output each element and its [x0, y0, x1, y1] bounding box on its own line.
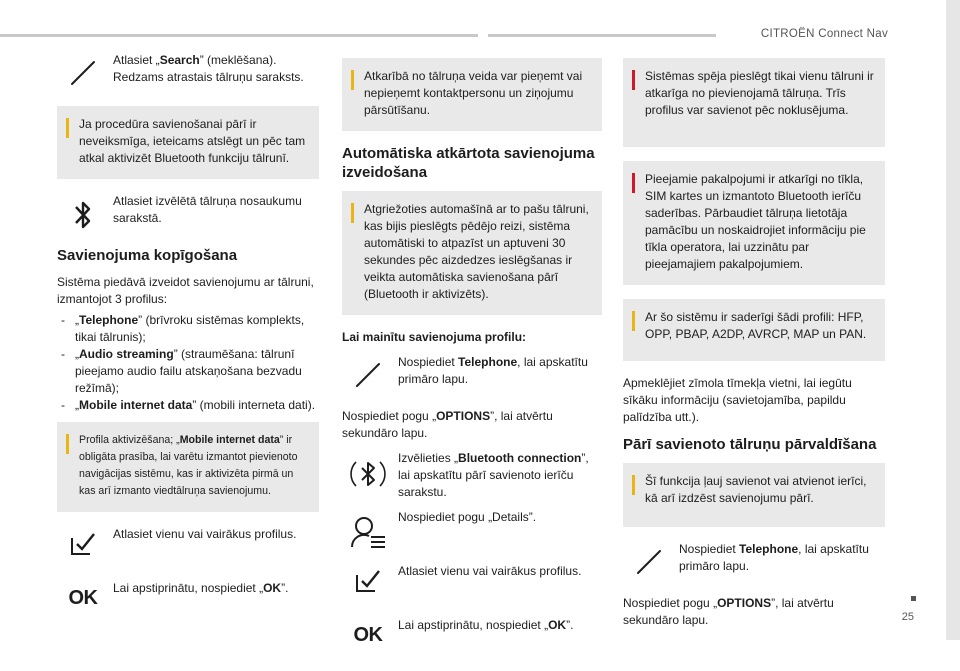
visit-website-paragraph: Apmeklējiet zīmola tīmekļa vietni, lai iegūtu sīkāku informāciju (savietojamība, papildu palīdzība utt.). — [623, 376, 852, 425]
warning-note: Pieejamie pakalpojumi ir atkarīgi no tīkla, SIM kartes un izmantoto Bluetooth ierīču saderības. Pārbaudiet tālruņa lietotāja pamācību un noskaidrojiet informāciju pie tīkla operatora, lai uzzinātu par pieejamajiem pakalpojumiem. — [623, 161, 885, 285]
info-note: Atgriežoties automašīnā ar to pašu tālruni, kas bijis pieslēgts pēdējo reizi, sistēma automātiski to atpazīst un aptuveni 30 sekundes pēc aizdedzes ieslēgšanas ir veikta automātiska savienošana pārī (Bluetooth ir aktivizēts). — [342, 191, 602, 315]
check-profiles-step: Atlasiet vienu vai vairākus profilus. — [57, 526, 319, 572]
header-title: CITROËN Connect Nav — [760, 28, 888, 40]
section-title-manage-paired: Pārī savienoto tālruņu pārvaldīšana — [623, 436, 877, 454]
column-3 — [623, 52, 885, 633]
column-2 — [342, 52, 602, 671]
list-item: - „Telephone” (brīvroku sistēmas komplekts, tikai tālrunis); — [57, 312, 319, 346]
search-stroke-icon — [63, 56, 103, 92]
side-tab — [946, 0, 960, 640]
header-rule-left — [0, 34, 478, 37]
options-paragraph: Nospiediet pogu „OPTIONS”, lai atvērtu sekundāro lapu. — [623, 596, 834, 628]
check-profiles-step: Atlasiet vienu vai vairākus profilus. — [342, 563, 602, 609]
checkbox-icon — [348, 567, 388, 603]
change-profile-subhead: Lai mainītu savienojuma profilu: — [342, 329, 527, 344]
bluetooth-connection-step: Izvēlieties „Bluetooth connection”, lai apskatītu pārī savienoto ierīču sarakstu. — [342, 450, 602, 501]
ok-icon: OK — [68, 586, 98, 609]
details-icon — [348, 513, 388, 549]
section-title-auto-reconnect: Automātiska atkārtota savienojuma izveidošana — [342, 145, 595, 181]
info-note: Šī funkcija ļauj savienot vai atvienot ierīci, kā arī izdzēst savienojumu pārī. — [623, 463, 885, 527]
telephone-step: Nospiediet Telephone, lai apskatītu primāro lapu. — [623, 541, 885, 587]
list-item: - „Audio streaming” (straumēšana: tālrunī pieejamo audio failu atskaņošana bezvadu režīmā); — [57, 346, 319, 397]
telephone-step: Nospiediet Telephone, lai apskatītu primāro lapu. — [342, 354, 602, 400]
page-number: 25 — [901, 611, 914, 623]
info-note: Profila aktivizēšana; „Mobile internet data” ir obligāta prasība, lai varētu izmantot pievienoto navigācijas sistēmu, kas ir aktivizēta pirmā un kas arī izmanto viedtālruņa savienojumu. — [57, 422, 319, 512]
select-phone-step: Atlasiet izvēlētā tālruņa nosaukumu sarakstā. — [57, 193, 319, 239]
stroke-icon — [629, 545, 669, 581]
stroke-icon — [348, 358, 388, 394]
info-note: Ar šo sistēmu ir saderīgi šādi profili: HFP, OPP, PBAP, A2DP, AVRCP, MAP un PAN. — [623, 299, 885, 361]
sharing-intro: Sistēma piedāvā izveidot savienojumu ar tālruni, izmantojot 3 profilus: — [57, 274, 314, 306]
bluetooth-icon — [63, 197, 103, 233]
details-step: Nospiediet pogu „Details”. — [342, 509, 602, 555]
column-1 — [57, 52, 319, 634]
list-item: - „Mobile internet data” (mobili interneta dati). — [57, 397, 319, 414]
options-paragraph: Nospiediet pogu „OPTIONS”, lai atvērtu sekundāro lapu. — [342, 408, 553, 440]
bluetooth-circle-icon — [348, 454, 388, 490]
search-step: Atlasiet „Search” (meklēšana). Redzams atrastais tālruņu saraksts. — [57, 52, 319, 98]
info-note: Ja procedūra savienošanai pārī ir neveiksmīga, ieteicams atslēgt un pēc tam atkal aktivizēt Bluetooth funkciju tālrunī. — [57, 106, 319, 179]
checkbox-icon — [63, 530, 103, 566]
page-marker — [911, 596, 916, 601]
ok-step: OK Lai apstiprinātu, nospiediet „OK”. — [342, 617, 602, 663]
profile-list — [57, 312, 319, 414]
info-note: Atkarībā no tālruņa veida var pieņemt vai nepieņemt kontaktpersonu un ziņojumu pārsūtīšanu. — [342, 58, 602, 131]
warning-note: Sistēmas spēja pieslēgt tikai vienu tālruni ir atkarīga no pievienojamā tālruņa. Trīs profilus var savienot pēc noklusējuma. — [623, 58, 885, 147]
ok-step: OK Lai apstiprinātu, nospiediet „OK”. — [57, 580, 319, 626]
header-rule-right — [488, 34, 716, 37]
section-title-sharing: Savienojuma kopīgošana — [57, 247, 238, 265]
ok-icon: OK — [353, 623, 383, 646]
